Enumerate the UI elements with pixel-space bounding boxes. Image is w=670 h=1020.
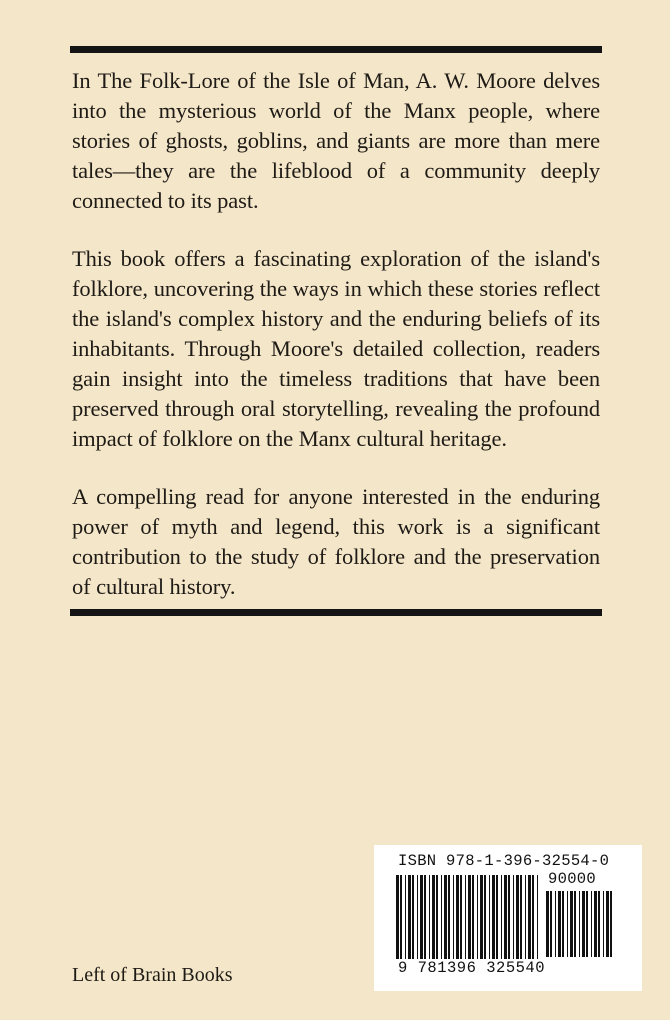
barcode-bar	[492, 875, 495, 959]
barcode-bar	[412, 875, 414, 959]
blurb-paragraph-1: In The Folk-Lore of the Isle of Man, A. W. Moore delves into the mysterious world of the Manx people, where stories of ghosts, goblins, and giants are more than mere tales—they are the lifeblood of a community deeply connected to its past.	[72, 68, 600, 213]
barcode-bar	[574, 891, 576, 957]
bottom-rule	[70, 609, 602, 616]
barcode-bar	[400, 875, 402, 959]
barcode-bar	[567, 891, 568, 957]
top-rule	[70, 46, 602, 53]
barcode-bar	[532, 875, 534, 959]
barcode-bar	[550, 891, 552, 957]
barcode-bar	[420, 875, 423, 959]
barcode-bar	[441, 875, 442, 959]
barcode-bar	[456, 875, 459, 959]
barcode-bar	[591, 891, 592, 957]
price-addon-barcode-icon	[546, 891, 616, 957]
barcode-bar	[579, 891, 580, 957]
ean-barcode-icon	[396, 875, 542, 959]
barcode-bar	[472, 875, 474, 959]
barcode-bar	[528, 875, 531, 959]
barcode-block	[374, 845, 642, 991]
barcode-bar	[558, 891, 561, 957]
blurb-paragraph-3: A compelling read for anyone interested in the enduring power of myth and legend, this work is a significant contribution to the study of folklore and the preservation of cultural history.	[72, 484, 600, 599]
barcode-bar	[429, 875, 430, 959]
barcode-bar	[396, 875, 399, 959]
barcode-bar	[436, 875, 438, 959]
barcode-bar	[546, 891, 549, 957]
barcode-bar	[424, 875, 426, 959]
barcode-bar	[504, 875, 507, 959]
barcode-bar	[570, 891, 573, 957]
barcode-bar	[610, 891, 612, 957]
barcode-bar	[405, 875, 406, 959]
barcode-bar	[562, 891, 564, 957]
barcode-bar	[525, 875, 526, 959]
barcode-bar	[537, 875, 538, 959]
barcode-bar	[477, 875, 478, 959]
barcode-bar	[468, 875, 471, 959]
barcode-bar	[453, 875, 454, 959]
barcode-bar	[603, 891, 604, 957]
barcode-bar	[606, 891, 609, 957]
barcode-bar	[444, 875, 447, 959]
price-code: 90000	[548, 870, 597, 888]
blurb-paragraph-2: This book offers a fascinating exploration of the island's folklore, uncovering the ways in which these stories reflect the island's complex history and the enduring beliefs of its inhabitants. Through Moore's detailed collection, readers gain insight into the timeless traditions that have been preserved through oral storytelling, revealing the profound impact of folklore on the Manx cultural heritage.	[72, 246, 600, 451]
back-cover-blurb	[72, 66, 600, 630]
barcode-bar	[508, 875, 510, 959]
barcode-bar	[594, 891, 597, 957]
barcode-bar	[582, 891, 585, 957]
barcode-bar	[465, 875, 466, 959]
barcode-bar	[417, 875, 418, 959]
barcode-bar	[408, 875, 411, 959]
barcode-bar	[513, 875, 514, 959]
barcode-bar	[586, 891, 588, 957]
barcode-bar	[460, 875, 462, 959]
publisher-name: Left of Brain Books	[72, 964, 233, 986]
ean-digits: 9 781396 325540	[398, 959, 546, 977]
barcode-bar	[555, 891, 556, 957]
barcode-bar	[448, 875, 450, 959]
barcode-bar	[598, 891, 600, 957]
isbn-label: ISBN 978-1-396-32554-0	[398, 852, 610, 870]
barcode-bar	[516, 875, 519, 959]
barcode-bar	[520, 875, 522, 959]
barcode-bar	[484, 875, 486, 959]
barcode-bar	[501, 875, 502, 959]
barcode-bar	[432, 875, 435, 959]
barcode-bar	[489, 875, 490, 959]
barcode-bar	[496, 875, 498, 959]
barcode-bar	[480, 875, 483, 959]
